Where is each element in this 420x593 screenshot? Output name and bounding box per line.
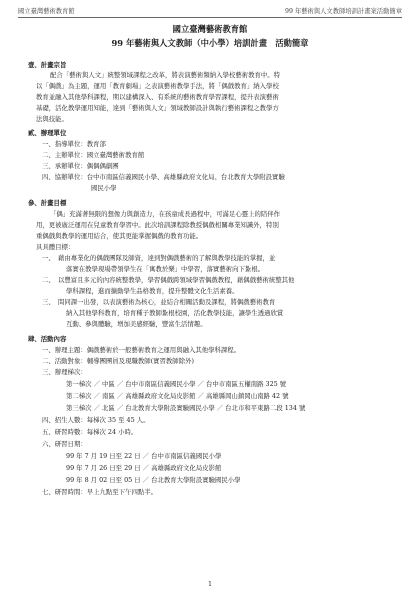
batch-item: 第二梯次 ／ 南區 ／ 高雄縣政府文化局皮影館 ／ 高雄縣岡山鎮岡山南路 42 號 <box>66 392 289 400</box>
header-left: 國立臺灣藝術教育館 <box>18 8 75 15</box>
goal-item-cont: 學科課程，進而擴動學生品格教育，提升整體文化生活素養。 <box>66 287 239 295</box>
purpose-line: 基礎，活化教學運用知能，達到「藝術與人文」領域教師設計與執行藝術課程之教學方 <box>36 104 279 112</box>
unit-item: 四、協辦單位：台中市南區信義國民小學、高雄縣政府文化局、台北教育大學附設實驗 <box>42 173 285 181</box>
goal-item-cont: 互動、參與體驗，增加美感經驗，豐富生活情趣。 <box>66 320 207 328</box>
goal-intro-line: 用，更被廣泛運用在兒童教育學習中。此次培訓課程除教授偶戲相關專業知識外，特別 <box>36 221 279 229</box>
date-item: 99 年 7 月 19 日至 22 日 ／ 台中市南區信義國民小學 <box>66 452 222 460</box>
goal-item: 三、 問同課一出發，以表演藝術為核心，並結合相關活動及課程，將偶戲藝術教育 <box>42 298 276 306</box>
content-item: 五、研習時數：每梯次 24 小時。 <box>42 428 138 436</box>
unit-item: 二、主辦單位：國立臺灣藝術教育館 <box>42 151 145 159</box>
unit-item-cont: 國民小學 <box>91 184 117 192</box>
goal-item: 一、 藉由專業化的偶戲團隊及師資，達到對偶戲藝術的了解與教學技能的掌握，並 <box>42 254 276 262</box>
goal-intro-line: 重偶戲與教學的運用結合，使其更能掌握偶戲的教育功能。 <box>36 232 203 240</box>
content-item: 二、活動對象：輔導團團員及現職教師(實習教師除外) <box>42 357 194 365</box>
goal-item-cont: 落實在教學現場帶領學生在「寓教於樂」中學習，落實藝術向下紮根。 <box>66 265 265 273</box>
purpose-line: 以「偶戲」為主題，運用「教育劇場」之表演藝術教學手法，將「偶戲教育」納入學校 <box>36 82 279 90</box>
org-title: 國立臺灣藝術教育館 <box>172 24 248 34</box>
goal-intro-line: 具具體目標： <box>36 243 75 251</box>
page-header <box>18 5 402 18</box>
section-heading-units: 貳、辦理單位 <box>28 129 67 137</box>
purpose-line: 法與技能。 <box>36 115 68 123</box>
goal-item-cont: 納入其他學科教育，培育種子教師紮根校園，活化教學技能，讓學生透過欣賞 <box>66 309 284 317</box>
date-item: 99 年 8 月 02 日至 05 日 ／ 台北教育大學附設實驗國民小學 <box>66 476 241 484</box>
purpose-line: 教育並融入其他學科課程，期以建構深入、有系統的藝術教育學習課程，提升表演藝術 <box>36 93 279 101</box>
content-item: 一、辦理主題：偶戲藝術於一般藝術教育之運用與融入其他學科課程。 <box>42 346 241 354</box>
batch-item: 第三梯次 ／ 北區 ／ 台北教育大學附設實驗國民小學 ／ 台北市和平東路二段 134 號 <box>66 404 306 412</box>
doc-title: 99 年藝術與人文教師（中小學）培訓計畫 活動簡章 <box>111 38 309 48</box>
purpose-line: 配合「藝術與人文」統整領域課程之改革，將表演藝術類納入學校藝術教育中。特 <box>50 71 281 79</box>
section-heading-purpose: 壹、計畫宗旨 <box>28 61 67 69</box>
goal-intro-line: 「偶」充滿著無限的想像力與創造力，在孩童成長過程中，可滿足心靈上的陪伴作 <box>50 210 281 218</box>
content-item: 七、研習時間：早上九點至下午四點半。 <box>42 488 158 496</box>
section-heading-goals: 參、計畫目標 <box>28 199 67 207</box>
content-item: 六、研習日期： <box>42 440 87 448</box>
date-item: 99 年 7 月 26 日至 29 日 ／ 高雄縣政府文化局皮影館 <box>66 464 222 472</box>
content-item: 三、辦理梯次： <box>42 368 87 376</box>
batch-item: 第一梯次 ／ 中區 ／ 台中市南區信義國民小學 ／ 台中市南區五權南路 325 號 <box>66 380 287 388</box>
page-number: 1 <box>208 581 212 588</box>
goal-item: 二、 以豐富且多元的內容統整教學，學習偶戲跨領域學習偶戲教程，藉偶戲藝術統整其他 <box>42 276 295 284</box>
section-heading-content: 肆、活動內容 <box>28 335 67 343</box>
header-right: 99 年藝術與人文教師培訓計畫案活動簡章 <box>284 8 402 15</box>
content-item: 四、招生人數：每梯次 35 至 45 人。 <box>42 416 150 424</box>
unit-item: 三、承辦單位：偶偶偶劇團 <box>42 162 119 170</box>
unit-item: 一、指導單位：教育部 <box>42 140 106 148</box>
